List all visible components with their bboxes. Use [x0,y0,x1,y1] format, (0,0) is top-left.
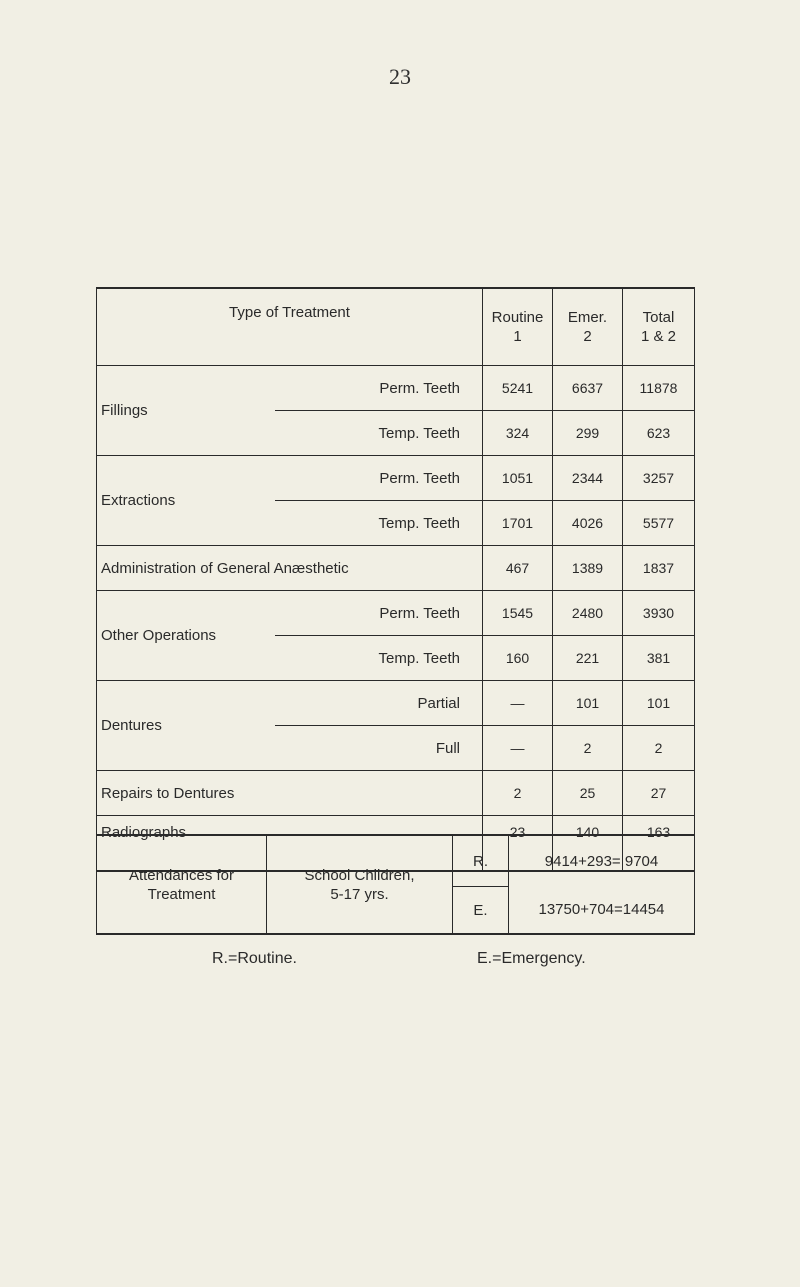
table-row [97,456,695,501]
header-routine [483,288,553,366]
dentures-partial-total: 101 [623,681,695,726]
dentures-full-routine: — [483,726,553,771]
school-children-label [267,835,453,934]
school-children-line2: 5-17 yrs. [330,885,389,903]
other-temp-emer: 221 [553,636,623,681]
fillings-perm-routine: 5241 [483,366,553,411]
fillings-temp-label: Temp. Teeth [275,411,483,456]
radiographs-routine: 23 [483,816,553,872]
table-row [97,835,695,887]
fillings-perm-total: 11878 [623,366,695,411]
routine-value: 9414+293= 9704 [509,835,695,887]
legend-routine: R.=Routine. [212,950,297,967]
radiographs-emer: 140 [553,816,623,872]
fillings-perm-emer: 6637 [553,366,623,411]
radiographs-label: Radiographs [97,816,483,872]
repairs-routine: 2 [483,771,553,816]
other-perm-label: Perm. Teeth [275,591,483,636]
dentures-full-emer: 2 [553,726,623,771]
dentures-full-total: 2 [623,726,695,771]
fillings-temp-routine: 324 [483,411,553,456]
extractions-temp-total: 5577 [623,501,695,546]
table-row [97,366,695,411]
school-children-line1: School Children, [304,866,415,884]
anaesthetic-routine: 467 [483,546,553,591]
header-emer [553,288,623,366]
repairs-total: 27 [623,771,695,816]
table-row [97,591,695,636]
header-total-line2: 1 & 2 [640,328,677,345]
emergency-code: E. [453,887,509,935]
anaesthetic-emer: 1389 [553,546,623,591]
dentures-label: Dentures [97,681,275,771]
other-perm-routine: 1545 [483,591,553,636]
attendances-label [97,835,267,934]
header-emer-line2: 2 [583,328,592,345]
attendance-table [96,834,695,935]
radiographs-total: 163 [623,816,695,872]
dentures-full-label: Full [275,726,483,771]
other-label: Other Operations [97,591,275,681]
header-routine-line1: Routine [491,309,544,326]
other-temp-total: 381 [623,636,695,681]
attendances-label-line1: Attendances for [128,866,235,884]
extractions-temp-routine: 1701 [483,501,553,546]
dentures-partial-emer: 101 [553,681,623,726]
legend [212,950,586,968]
extractions-temp-label: Temp. Teeth [275,501,483,546]
extractions-perm-label: Perm. Teeth [275,456,483,501]
fillings-perm-label: Perm. Teeth [275,366,483,411]
extractions-label: Extractions [97,456,275,546]
table-row [97,771,695,816]
other-temp-label: Temp. Teeth [275,636,483,681]
page-number: 23 [389,64,411,89]
header-total-line1: Total [642,309,675,326]
extractions-perm-total: 3257 [623,456,695,501]
repairs-label: Repairs to Dentures [97,771,483,816]
routine-code: R. [453,835,509,887]
extractions-perm-emer: 2344 [553,456,623,501]
table-row [97,546,695,591]
legend-emergency: E.=Emergency. [477,950,586,967]
header-type-label: Type of Treatment [229,304,350,321]
header-row [97,288,695,366]
other-perm-total: 3930 [623,591,695,636]
fillings-temp-total: 623 [623,411,695,456]
fillings-label: Fillings [97,366,275,456]
extractions-perm-routine: 1051 [483,456,553,501]
header-type [97,288,483,366]
dentures-partial-routine: — [483,681,553,726]
attendances-label-line2: Treatment [147,885,216,903]
header-total [623,288,695,366]
other-temp-routine: 160 [483,636,553,681]
table-row [97,681,695,726]
header-emer-line1: Emer. [567,309,608,326]
emergency-value: 13750+704=14454 [509,887,695,935]
anaesthetic-label: Administration of General Anæsthetic [97,546,483,591]
extractions-temp-emer: 4026 [553,501,623,546]
repairs-emer: 25 [553,771,623,816]
other-perm-emer: 2480 [553,591,623,636]
fillings-temp-emer: 299 [553,411,623,456]
header-routine-line2: 1 [513,328,522,345]
anaesthetic-total: 1837 [623,546,695,591]
treatment-table [96,287,695,872]
dentures-partial-label: Partial [275,681,483,726]
